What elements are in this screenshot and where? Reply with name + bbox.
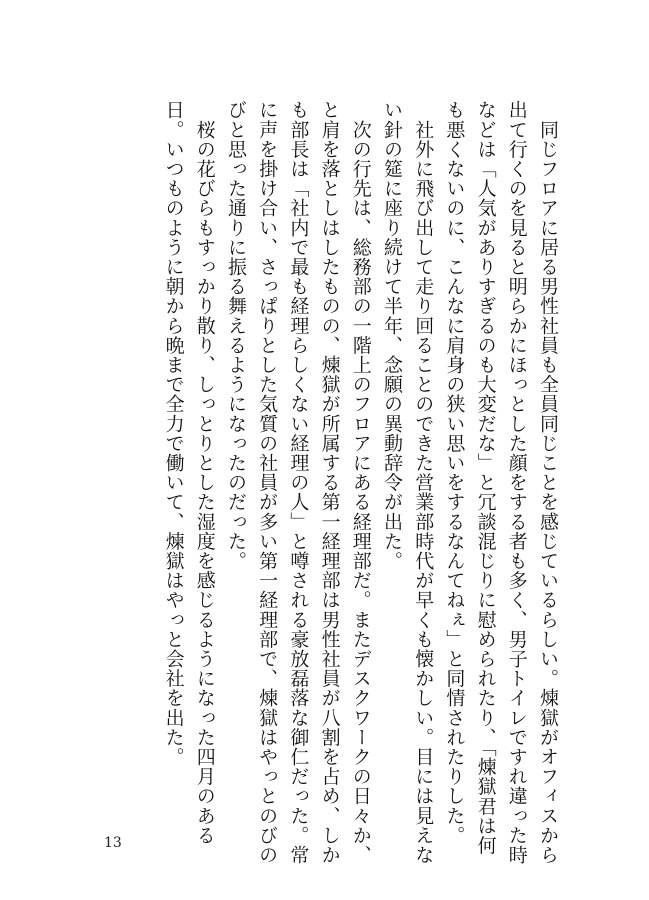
paragraph-3 xyxy=(220,100,376,865)
text-line: 社外に飛び出して走り回ることのできた営業部時代が早くも懐かしい。目には見えな xyxy=(412,100,435,865)
paragraph-1 xyxy=(438,100,563,865)
text-line: も部長は「社内で最も経理らしくない経理の人」と噂される豪放磊落な御仁だった。常 xyxy=(287,100,310,865)
vertical-text-body xyxy=(126,100,563,865)
paragraph-4 xyxy=(157,100,219,845)
text-line: に声を掛け合い、さっぱりとした気質の社員が多い第一経理部で、煉獄はやっとのびの xyxy=(256,100,279,865)
text-line: も悪くないのに、こんなに肩身の狭い思いをするなんてねぇ」と同情されたりした。 xyxy=(443,100,466,845)
text-line: 次の行先は、総務部の一階上のフロアにある経理部だ。またデスクワークの日々か、 xyxy=(349,100,372,865)
text-line: びと思った通りに振る舞えるようになったのだった。 xyxy=(224,100,247,571)
text-line: などは「人気がありすぎるのも大変だな」と冗談混じりに慰められたり、「煉獄君は何 xyxy=(474,100,497,855)
text-line: 日。いつものように朝から晩まで全力で働いて、煉獄はやっと会社を出た。 xyxy=(162,100,185,767)
page-number: 13 xyxy=(104,835,122,851)
text-line: 同じフロアに居る男性社員も全員同じことを感じているらしい。煉獄がオフィスから xyxy=(537,100,559,865)
paragraph-2 xyxy=(376,100,438,865)
text-line: 出て行くのを見ると明らかにほっとした顔をする者も多く、男子トイレですれ違った時 xyxy=(505,100,528,865)
text-line: い針の筵に座り続けて半年、念願の異動辞令が出た。 xyxy=(380,100,403,571)
text-line: と肩を落としはしたものの、煉獄が所属する第一経理部は男性社員が八割を占め、しか xyxy=(318,100,341,865)
text-line: 桜の花びらもすっかり散り、しっとりとした湿度を感じるようになった四月のある xyxy=(193,100,216,845)
